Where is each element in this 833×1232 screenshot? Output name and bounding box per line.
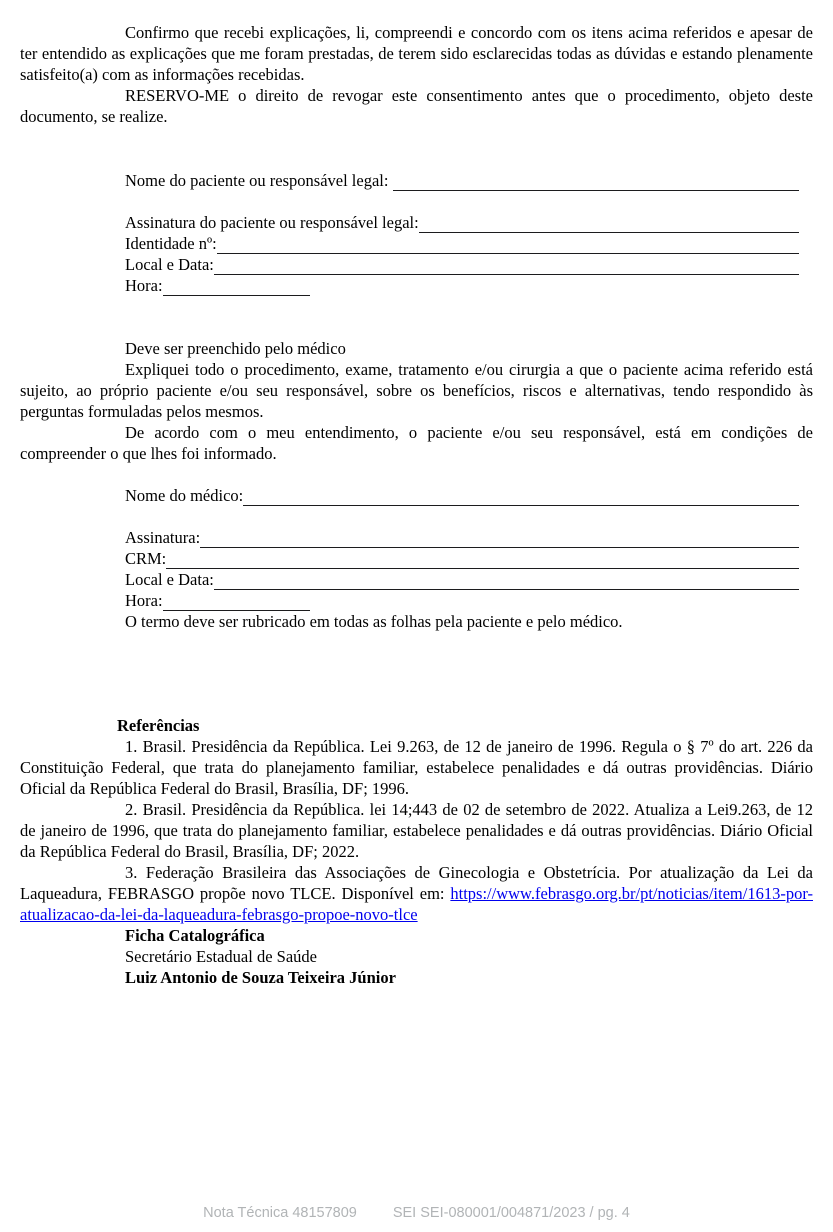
physician-place-date-label: Local e Data: bbox=[125, 570, 214, 589]
physician-crm-field bbox=[125, 548, 813, 569]
references-heading: Referências bbox=[117, 716, 200, 735]
physician-time-field bbox=[125, 590, 813, 611]
patient-name-input-line bbox=[393, 171, 799, 191]
patient-place-date-label: Local e Data: bbox=[125, 255, 214, 274]
patient-time-label: Hora: bbox=[125, 276, 163, 295]
reference-item-3-text: 3. Federação Brasileira das Associações de Ginecologia e Obstetrícia. Por atualização da Lei da Laqueadura, FEBRASGO propõe novo TLCE. Disponível em: bbox=[20, 863, 813, 903]
patient-name-label: Nome do paciente ou responsável legal: bbox=[125, 171, 393, 190]
patient-time-field bbox=[125, 275, 813, 296]
patient-time-input-line bbox=[163, 276, 310, 296]
physician-signature-field bbox=[125, 527, 813, 548]
physician-section-heading: Deve ser preenchido pelo médico bbox=[125, 339, 346, 358]
physician-name-field bbox=[125, 485, 813, 506]
physician-place-date-field bbox=[125, 569, 813, 590]
physician-name-input-line bbox=[243, 486, 799, 506]
physician-crm-input-line bbox=[166, 549, 799, 569]
patient-signature-label: Assinatura do paciente ou responsável legal: bbox=[125, 213, 419, 232]
reference-item-3 bbox=[20, 862, 813, 925]
initials-note: O termo deve ser rubricado em todas as folhas pela paciente e pelo médico. bbox=[125, 612, 623, 631]
physician-name-label: Nome do médico: bbox=[125, 486, 244, 505]
reference-item-1: 1. Brasil. Presidência da República. Lei 9.263, de 12 de janeiro de 1996. Regula o § 7º do art. 226 da Constituição Federal, que trata do planejamento familiar, estabelece penalidades e dá outras providências. Diário Oficial da República Federal do Brasil, Brasília, DF; 1996. bbox=[20, 737, 813, 798]
physician-place-date-input-line bbox=[214, 570, 799, 590]
physician-understanding-paragraph: De acordo com o meu entendimento, o paciente e/ou seu responsável, está em condições de compreender o que lhes foi informado. bbox=[20, 423, 813, 463]
patient-signature-field bbox=[125, 212, 813, 233]
physician-time-label: Hora: bbox=[125, 591, 163, 610]
footer-document-number: Nota Técnica 48157809 bbox=[203, 1205, 357, 1221]
catalog-heading: Ficha Catalográfica bbox=[125, 926, 265, 945]
physician-signature-label: Assinatura: bbox=[125, 528, 201, 547]
consent-confirmation-paragraph: Confirmo que recebi explicações, li, compreendi e concordo com os itens acima referidos e apesar de ter entendido as explicações que me foram prestadas, de terem sido esclarecidas todas as dúvidas e estando plenamente satisfeito(a) com as informações recebidas. bbox=[20, 23, 813, 84]
page-footer bbox=[0, 1203, 833, 1224]
patient-identity-input-line bbox=[217, 234, 799, 254]
secretary-role: Secretário Estadual de Saúde bbox=[125, 947, 317, 966]
physician-crm-label: CRM: bbox=[125, 549, 167, 568]
patient-identity-label: Identidade nº: bbox=[125, 234, 217, 253]
physician-time-input-line bbox=[163, 591, 310, 611]
patient-place-date-input-line bbox=[214, 255, 799, 275]
footer-sei-page-number: SEI SEI-080001/004871/2023 / pg. 4 bbox=[392, 1205, 630, 1221]
patient-name-field bbox=[125, 170, 813, 191]
revocation-paragraph: RESERVO-ME o direito de revogar este consentimento antes que o procedimento, objeto deste documento, se realize. bbox=[20, 86, 813, 126]
physician-signature-input-line bbox=[200, 528, 799, 548]
physician-explanation-paragraph: Expliquei todo o procedimento, exame, tratamento e/ou cirurgia a que o paciente acima referido está sujeito, ao próprio paciente e/ou seu responsável, sobre os benefícios, riscos e alternativas, tendo respondido às perguntas formuladas pelos mesmos. bbox=[20, 360, 813, 421]
febrasgo-link[interactable]: https://www.febrasgo.org.br/pt/noticias/item/1613-por-atualizacao-da-lei-da-laqueadura-febrasgo-propoe-novo-tlce bbox=[20, 884, 813, 924]
patient-identity-field bbox=[125, 233, 813, 254]
reference-item-2: 2. Brasil. Presidência da República. lei 14;443 de 02 de setembro de 2022. Atualiza a Lei9.263, de 12 de janeiro de 1996, que trata do planejamento familiar, estabelece penalidades e dá outras providências. Diário Oficial da República Federal do Brasil, Brasília, DF; 2022. bbox=[20, 800, 813, 861]
patient-place-date-field bbox=[125, 254, 813, 275]
secretary-name: Luiz Antonio de Souza Teixeira Júnior bbox=[125, 968, 396, 987]
patient-signature-input-line bbox=[419, 213, 799, 233]
